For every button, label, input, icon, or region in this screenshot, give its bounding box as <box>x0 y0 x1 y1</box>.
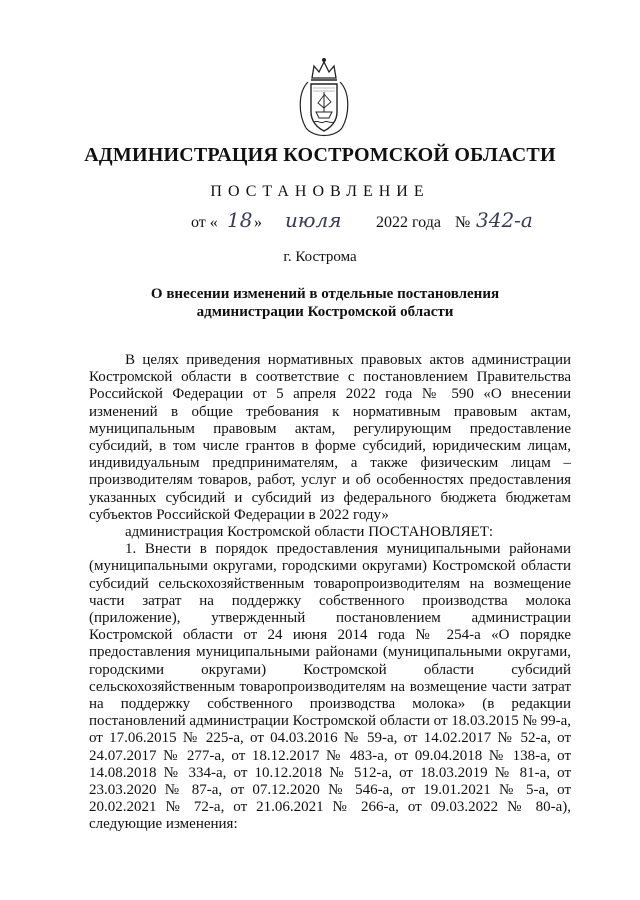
resolution-paragraph: администрация Костромской области ПОСТАНОВЛЯЕТ: <box>125 524 494 541</box>
preamble-paragraph: В целях приведения нормативных правовых актов администрации Костромской области в соответствие с постановлением Правительства Российской Федерации от 5 апреля 2022 года № 590 «О внесении изменений в общие требования к нормативным правовым актам, муниципальным правовым актам, регулирующим предоставление субсидий, в том числе грантов в форме субсидий, юридическим лицам, индивидуальным предпринимателям, а также физическим лицам – производителям товаров, работ, услуг и об особенностях предоставления указанных субсидий и субсидий из федерального бюджета бюджетам субъектов Российской Федерации в 2022 году» <box>89 352 571 523</box>
item-1-paragraph: 1. Внести в порядок предоставления муниципальными районами (муниципальными округами, городскими округами) Костромской области субсидий сельскохозяйственным товаропроизводителям на возмещение части затрат на поддержку собственного производства молока (приложение), утвержденный постановлением администрации Костромской области от 24 июня 2014 года № 254-а «О порядке предоставления муниципальными районами (муниципальными округами, городскими округами) Костромской области субсидий сельскохозяйственным товаропроизводителям на возмещение части затрат на поддержку собственного производства молока» (в редакции постановлений администрации Костромской области от 18.03.2015 № 99-а, от 17.06.2015 № 225-а, от 04.03.2016 № 59-а, от 14.02.2017 № 52-а, от 24.07.2017 № 277-а, от 18.12.2017 № 483-а, от 09.04.2018 № 138-а, от 14.08.2018 № 334-а, от 10.12.2018 № 512-а, от 18.03.2019 № 81-а, от 23.03.2020 № 87-а, от 07.12.2020 № 546-а, от 19.01.2021 № 5-а, от 20.02.2021 № 72-а, от 21.06.2021 № 266-а, от 09.03.2022 № 80-а), следующие изменения: <box>89 541 571 833</box>
document-body <box>89 352 571 834</box>
document-subject <box>140 285 510 321</box>
document-number: 342-а <box>476 208 533 232</box>
date-month: июля <box>285 208 342 232</box>
date-year: 2022 года <box>376 214 441 231</box>
city: г. Кострома <box>283 249 357 265</box>
date-prefix: от « <box>191 214 218 231</box>
organization-title: АДМИНИСТРАЦИЯ КОСТРОМСКОЙ ОБЛАСТИ <box>84 144 556 166</box>
document-type: ПОСТАНОВЛЕНИЕ <box>210 183 430 200</box>
number-sign: № <box>455 214 471 231</box>
subject-line-1: О внесении изменений в отдельные постановления <box>150 286 500 302</box>
coat-of-arms-icon <box>296 56 352 144</box>
date-day: 18 <box>227 208 253 232</box>
subject-line-2: администрации Костромской области <box>196 304 454 320</box>
date-day-suffix: » <box>254 214 262 231</box>
